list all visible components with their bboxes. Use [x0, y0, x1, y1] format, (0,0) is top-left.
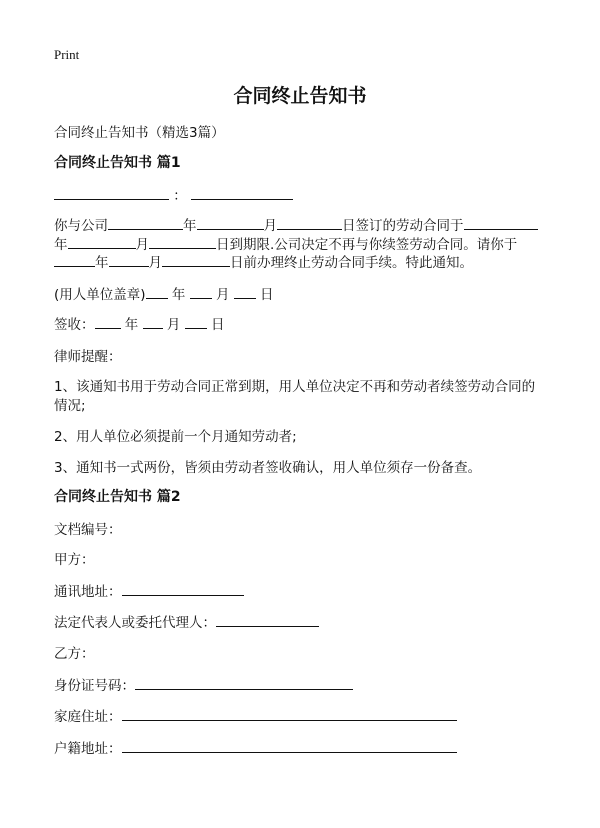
- text: 日签订的劳动合同于: [342, 218, 464, 234]
- sign-line: [54, 313, 224, 333]
- home-address-label: 家庭住址：: [54, 709, 122, 725]
- household-address-blank: [122, 738, 457, 753]
- month-label: 月: [166, 317, 181, 333]
- section2-heading: 合同终止告知书 篇2: [54, 489, 181, 505]
- blank: [68, 234, 136, 249]
- text: 月: [135, 237, 149, 253]
- tip-1-line-1: 1、该通知书用于劳动合同正常到期，用人单位决定不再和劳动者续签劳动合同的: [54, 379, 536, 395]
- seal-line: [54, 283, 274, 303]
- blank: [464, 215, 538, 230]
- household-address-label: 户籍地址：: [54, 741, 122, 757]
- legal-rep-blank: [216, 612, 319, 627]
- address-line: [54, 580, 244, 600]
- day-label: 日: [260, 287, 274, 303]
- text: 年: [183, 218, 197, 234]
- document-title: 合同终止告知书: [233, 85, 367, 107]
- party-b-label: 乙方：: [54, 646, 95, 662]
- sign-label: 签收：: [54, 317, 95, 333]
- tip-2: 2、用人单位必须提前一个月通知劳动者;: [54, 429, 297, 445]
- text: 月: [263, 218, 277, 234]
- text: 月: [148, 255, 162, 271]
- blank: [197, 215, 264, 230]
- text: 日到期限.公司决定不再与你续签劳动合同。请你于: [216, 237, 518, 253]
- year-label: 年: [124, 317, 139, 333]
- blank: [185, 314, 207, 329]
- legal-rep-line: [54, 611, 319, 631]
- print-label: Print: [54, 47, 80, 62]
- blank: [108, 215, 183, 230]
- tip-3: 3、通知书一式两份，皆须由劳动者签收确认，用人单位须存一份备查。: [54, 460, 482, 476]
- blank: [277, 215, 342, 230]
- lawyer-tip-label: 律师提醒：: [54, 349, 122, 365]
- colon-text: ：: [173, 188, 187, 204]
- text: 年: [95, 255, 109, 271]
- blank: [109, 252, 149, 267]
- blank: [162, 252, 230, 267]
- notice-line-2: [54, 233, 517, 253]
- legal-rep-label: 法定代表人或委托代理人：: [54, 615, 216, 631]
- day-label: 日: [210, 317, 225, 333]
- id-number-line: [54, 674, 353, 694]
- id-number-blank: [135, 675, 353, 690]
- addressee-line: [54, 184, 293, 204]
- month-label: 月: [215, 287, 230, 303]
- blank: [95, 314, 121, 329]
- section1-heading: 合同终止告知书 篇1: [54, 155, 181, 171]
- addressee-blank: [54, 185, 169, 200]
- id-number-label: 身份证号码：: [54, 678, 135, 694]
- text: 日前办理终止劳动合同手续。特此通知。: [230, 255, 473, 271]
- text: 年: [54, 237, 68, 253]
- home-address-blank: [122, 706, 457, 721]
- year-label: 年: [171, 287, 186, 303]
- blank: [190, 284, 212, 299]
- doc-number-label: 文档编号：: [54, 522, 122, 538]
- blank: [149, 234, 216, 249]
- text: 你与公司: [54, 218, 108, 234]
- document-subtitle: 合同终止告知书（精选3篇）: [54, 125, 225, 141]
- notice-line-1: [54, 214, 538, 234]
- notice-line-3: [54, 251, 473, 271]
- blank: [146, 284, 168, 299]
- address-blank: [122, 581, 244, 596]
- blank: [143, 314, 163, 329]
- blank: [54, 252, 95, 267]
- blank: [234, 284, 256, 299]
- household-address-line: [54, 737, 457, 757]
- home-address-line: [54, 705, 457, 725]
- tip-1-line-2: 情况;: [54, 398, 86, 414]
- seal-label: (用人单位盖章): [54, 287, 146, 303]
- address-label: 通讯地址：: [54, 584, 122, 600]
- party-a-label: 甲方：: [54, 552, 95, 568]
- addressee-blank-2: [191, 185, 293, 200]
